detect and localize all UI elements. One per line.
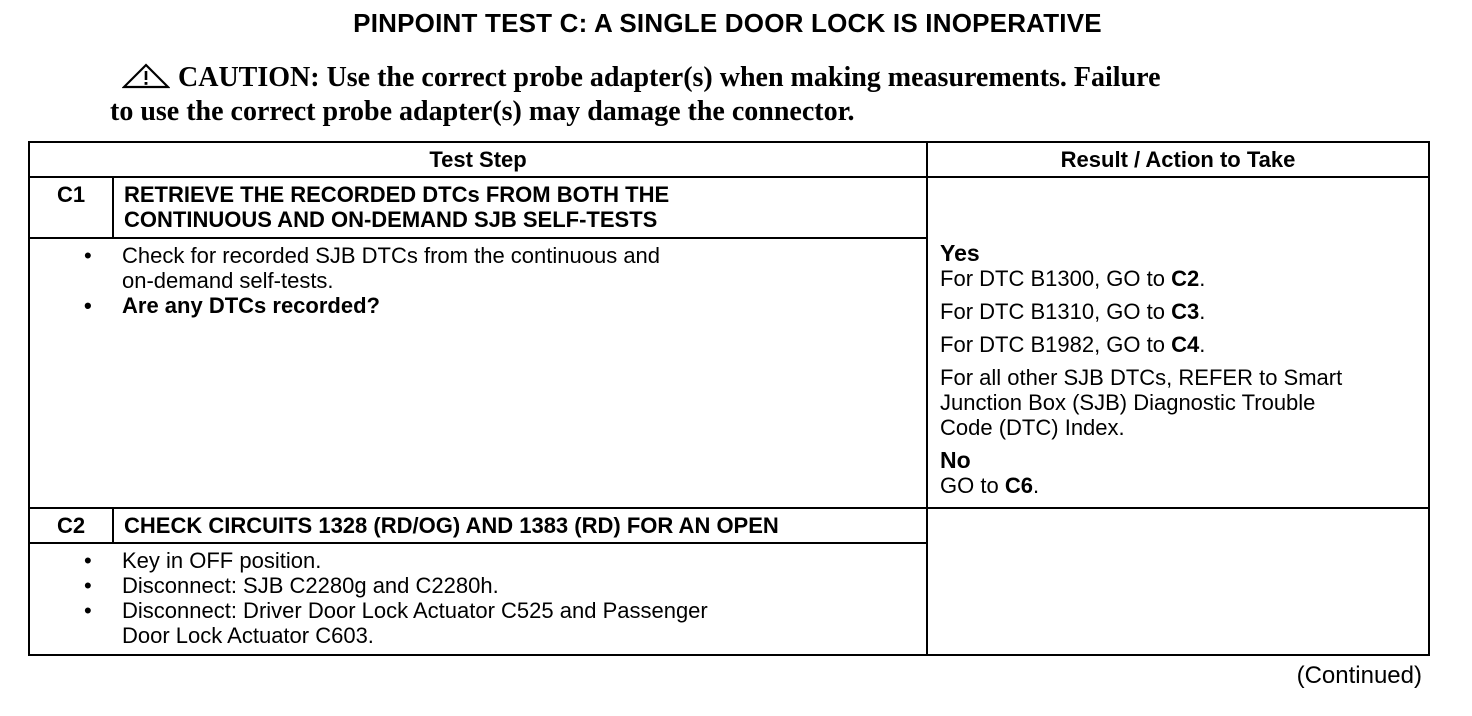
list-item: • Check for recorded SJB DTCs from the continuous and on-demand self-tests. bbox=[122, 243, 926, 293]
header-result-action: Result / Action to Take bbox=[927, 142, 1429, 177]
result-c2 bbox=[927, 508, 1429, 655]
step-title-row bbox=[29, 177, 1429, 238]
result-item: For DTC B1300, GO to C2. bbox=[940, 266, 1206, 291]
result-item: GO to C6. bbox=[940, 473, 1040, 498]
list-item: • Key in OFF position. bbox=[122, 548, 926, 573]
list-item: • Are any DTCs recorded? bbox=[122, 293, 926, 318]
result-yes-label: Yes bbox=[940, 240, 980, 266]
step-title-row bbox=[29, 508, 1429, 543]
result-c1 bbox=[927, 177, 1429, 508]
page-title: PINPOINT TEST C: A SINGLE DOOR LOCK IS INOPERATIVE bbox=[353, 8, 1102, 38]
step-id-c2: C2 bbox=[29, 508, 113, 543]
result-item: For DTC B1982, GO to C4. bbox=[940, 332, 1206, 357]
step-title-line: CONTINUOUS AND ON-DEMAND SJB SELF-TESTS bbox=[124, 207, 658, 232]
table-header-row bbox=[29, 142, 1429, 177]
list-item: • Disconnect: SJB C2280g and C2280h. bbox=[122, 573, 926, 598]
result-item: For DTC B1310, GO to C3. bbox=[940, 299, 1206, 324]
step-title-c1 bbox=[113, 177, 927, 238]
step-id-c1: C1 bbox=[29, 177, 113, 238]
caution-notice bbox=[110, 62, 1330, 127]
warning-triangle-icon bbox=[122, 63, 170, 96]
step-body-c1 bbox=[29, 238, 927, 508]
list-item: • Disconnect: Driver Door Lock Actuator C525 and Passenger Door Lock Actuator C603. bbox=[122, 598, 926, 648]
result-item-other: For all other SJB DTCs, REFER to Smart Junction Box (SJB) Diagnostic Trouble Code (DTC) Index. bbox=[940, 365, 1343, 440]
step-title-c2: CHECK CIRCUITS 1328 (RD/OG) AND 1383 (RD) FOR AN OPEN bbox=[113, 508, 927, 543]
caution-text-line1: Use the correct probe adapter(s) when making measurements. Failure bbox=[326, 62, 1161, 93]
caution-text-line2: to use the correct probe adapter(s) may damage the connector. bbox=[110, 96, 855, 127]
step-title-line: RETRIEVE THE RECORDED DTCs FROM BOTH THE bbox=[124, 182, 670, 207]
caution-label: CAUTION: bbox=[178, 62, 320, 93]
pinpoint-test-table bbox=[28, 141, 1430, 656]
result-no-label: No bbox=[940, 447, 971, 473]
header-test-step: Test Step bbox=[29, 142, 927, 177]
continued-label: (Continued) bbox=[1296, 662, 1422, 689]
step-body-c2 bbox=[29, 543, 927, 655]
